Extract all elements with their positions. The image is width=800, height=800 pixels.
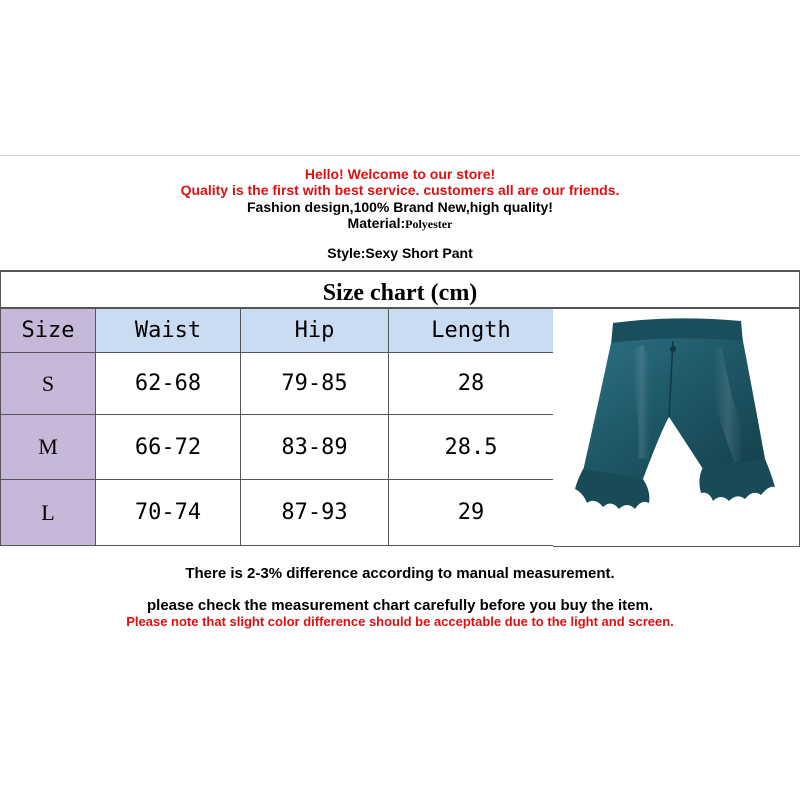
waist-cell: 62-68 bbox=[96, 353, 241, 415]
velvet-shorts-image bbox=[553, 309, 799, 548]
difference-note: There is 2-3% difference according to manual measurement. bbox=[185, 565, 615, 582]
material-label: Material: bbox=[347, 215, 406, 231]
table-row bbox=[1, 353, 554, 415]
column-header-waist: Waist bbox=[96, 309, 241, 353]
waist-cell: 70-74 bbox=[96, 480, 241, 546]
product-photo bbox=[553, 308, 800, 547]
column-header-length: Length bbox=[389, 309, 554, 353]
length-cell: 29 bbox=[389, 480, 554, 546]
table-row bbox=[1, 415, 554, 480]
check-note: please check the measurement chart carefully before you buy the item. bbox=[146, 597, 653, 614]
quality-text: Quality is the first with best service. customers all are our friends. bbox=[180, 182, 620, 198]
size-cell: S bbox=[1, 353, 96, 415]
table-row bbox=[1, 480, 554, 546]
style-text: Style:Sexy Short Pant bbox=[327, 245, 473, 261]
size-cell: M bbox=[1, 415, 96, 480]
material-line bbox=[0, 215, 800, 232]
size-table-header bbox=[1, 309, 554, 353]
size-table bbox=[0, 308, 554, 546]
size-cell: L bbox=[1, 480, 96, 546]
waist-cell: 66-72 bbox=[96, 415, 241, 480]
fashion-text: Fashion design,100% Brand New,high quality! bbox=[247, 199, 553, 215]
size-chart-title: Size chart (cm) bbox=[0, 270, 800, 308]
column-header-size: Size bbox=[1, 309, 96, 353]
material-value: Polyester bbox=[405, 217, 453, 231]
hip-cell: 87-93 bbox=[241, 480, 389, 546]
hip-cell: 79-85 bbox=[241, 353, 389, 415]
length-cell: 28 bbox=[389, 353, 554, 415]
size-chart bbox=[0, 270, 800, 547]
welcome-text: Hello! Welcome to our store! bbox=[304, 166, 496, 182]
top-divider bbox=[0, 155, 800, 156]
color-note: Please note that slight color difference should be acceptable due to the light and screen. bbox=[126, 614, 674, 629]
hip-cell: 83-89 bbox=[241, 415, 389, 480]
length-cell: 28.5 bbox=[389, 415, 554, 480]
column-header-hip: Hip bbox=[241, 309, 389, 353]
